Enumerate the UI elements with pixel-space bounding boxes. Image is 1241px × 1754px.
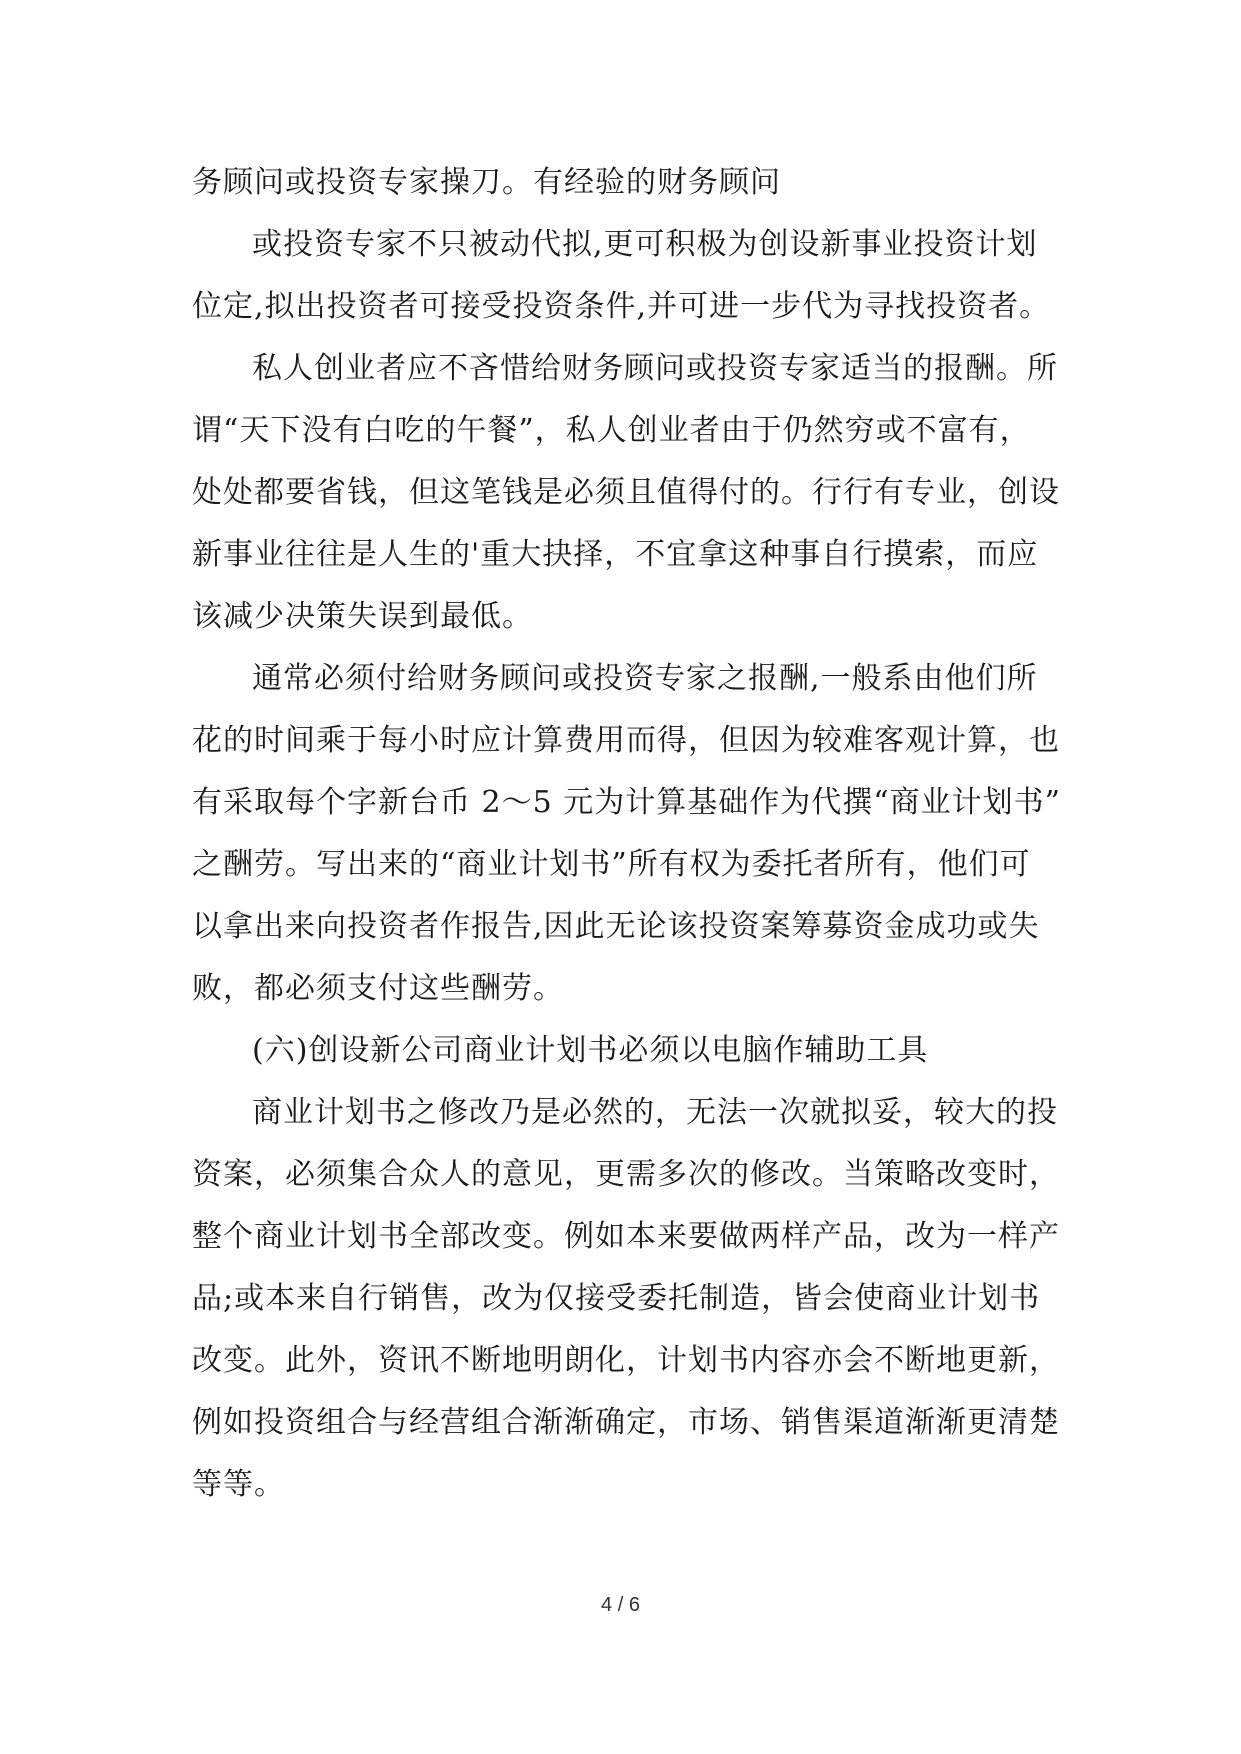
- text-line: 位定,拟出投资者可接受投资条件,并可进一步代为寻找投资者。: [192, 289, 1051, 324]
- text-line: 务顾问或投资专家操刀。有经验的财务顾问: [192, 165, 781, 200]
- text-line: 败，都必须支付这些酬劳。: [192, 971, 564, 1006]
- section-heading: (六)创设新公司商业计划书必须以电脑作辅助工具: [252, 1033, 929, 1068]
- paragraph-start-line: 商业计划书之修改乃是必然的，无法一次就拟妥，较大的投: [252, 1095, 1058, 1130]
- text-line: 新事业往往是人生的'重大抉择，不宜拿这种事自行摸索，而应: [192, 537, 1039, 572]
- paragraph-start-line: 通常必须付给财务顾问或投资专家之报酬,一般系由他们所: [252, 661, 1038, 696]
- text-line: 谓“天下没有白吃的午餐”，私人创业者由于仍然穷或不富有，: [192, 413, 1031, 448]
- text-line: 有采取每个字新台币 2～5 元为计算基础作为代撰“商业计划书”: [192, 785, 1061, 820]
- text-line: 整个商业计划书全部改变。例如本来要做两样产品，改为一样产: [192, 1219, 1060, 1254]
- text-line: 例如投资组合与经营组合渐渐确定，市场、销售渠道渐渐更清楚: [192, 1405, 1060, 1440]
- text-line: 等等。: [192, 1467, 285, 1502]
- paragraph-start-line: 或投资专家不只被动代拟,更可积极为创设新事业投资计划: [252, 227, 1038, 262]
- text-line: 品;或本来自行销售，改为仅接受委托制造，皆会使商业计划书: [192, 1281, 1041, 1316]
- text-line: 资案，必须集合众人的意见，更需多次的修改。当策略改变时，: [192, 1157, 1060, 1192]
- text-line: 以拿出来向投资者作报告,因此无论该投资案筹募资金成功或失: [192, 909, 1040, 944]
- text-line: 花的时间乘于每小时应计算费用而得，但因为较难客观计算，也: [192, 723, 1060, 758]
- text-line: 该减少决策失误到最低。: [192, 599, 533, 634]
- page-number: 4 / 6: [601, 1594, 640, 1616]
- paragraph-start-line: 私人创业者应不吝惜给财务顾问或投资专家适当的报酬。所: [252, 351, 1058, 386]
- text-line: 之酬劳。写出来的“商业计划书”所有权为委托者所有，他们可: [192, 847, 1031, 882]
- text-line: 处处都要省钱，但这笔钱是必须且值得付的。行行有专业，创设: [192, 475, 1060, 510]
- document-body: [192, 152, 1062, 1516]
- text-line: 改变。此外，资讯不断地明朗化，计划书内容亦会不断地更新，: [192, 1343, 1060, 1378]
